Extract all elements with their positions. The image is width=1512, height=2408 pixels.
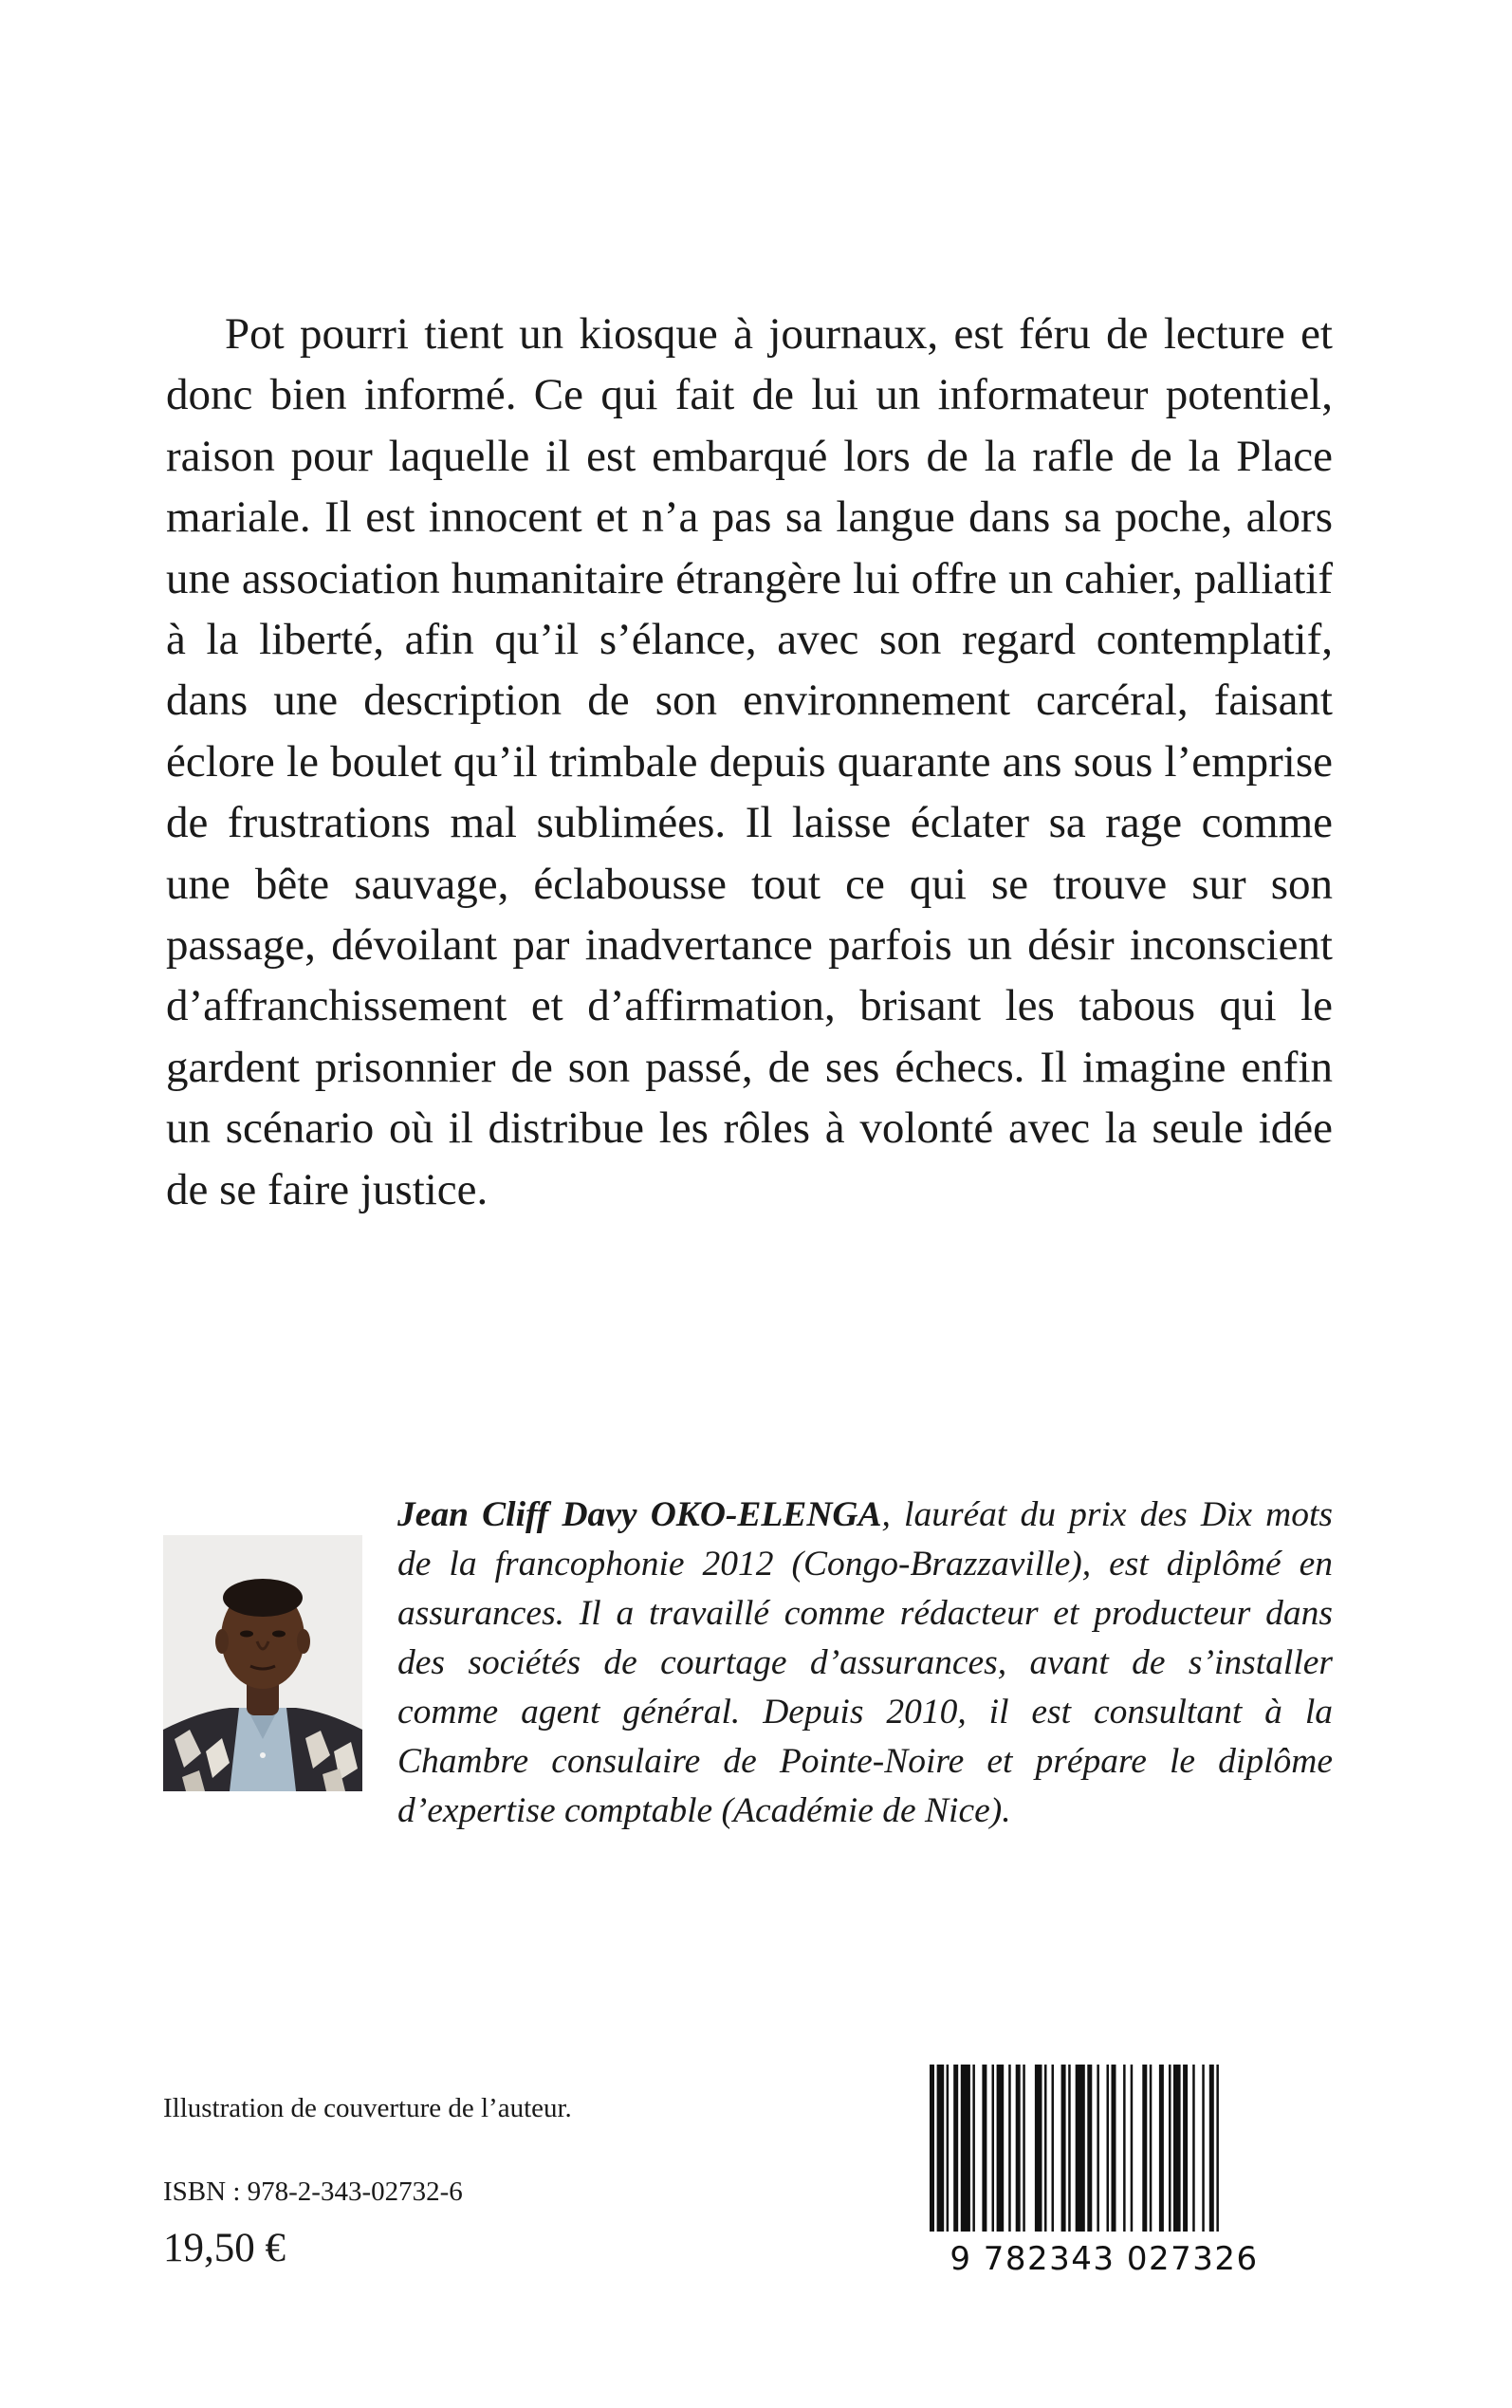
barcode-bar bbox=[1202, 2065, 1205, 2232]
barcode-bar bbox=[937, 2065, 945, 2232]
barcode-bar bbox=[1023, 2065, 1025, 2232]
barcode-bar bbox=[1131, 2065, 1134, 2232]
barcode-bar bbox=[1183, 2065, 1188, 2232]
back-cover-summary: Pot pourri tient un kiosque à journaux, est féru de lecture et donc bien informé. Ce qui fait de lui un informateur potentiel, raison pour laquelle il est embarqué lors de la rafle de la Place mariale. Il est innocent et n’a pas sa langue dans sa poche, alors une association humanitaire étrangère lui offre un cahier, palliatif à la liberté, afin qu’il s’élance, avec son regard contemplatif, dans une description de son environnement carcéral, faisant éclore le boulet qu’il trimbale depuis quarante ans sous l’emprise de frustrations mal sublimées. Il laisse éclater sa rage comme une bête sauvage, éclabousse tout ce qui se trouve sur son passage, dévoilant par inadvertance parfois un désir inconscient d’affranchissement et d’affirmation, brisant les tabous qui le gardent prisonnier de son passé, de ses échecs. Il imagine enfin un scénario où il distribue les rôles à volonté avec la seule idée de se faire justice. bbox=[166, 309, 1333, 1214]
author-portrait-icon bbox=[163, 1535, 362, 1791]
barcode-bar bbox=[1107, 2065, 1110, 2232]
barcode-bar bbox=[1192, 2065, 1195, 2232]
barcode-bar bbox=[947, 2065, 950, 2232]
barcode-bar bbox=[1044, 2065, 1047, 2232]
barcode-bar bbox=[997, 2065, 1005, 2232]
barcode-bar bbox=[1142, 2065, 1147, 2232]
barcode-bar bbox=[1008, 2065, 1011, 2232]
barcode-bar bbox=[1209, 2065, 1214, 2232]
barcode-bar bbox=[1052, 2065, 1055, 2232]
isbn-barcode bbox=[907, 2059, 1301, 2277]
barcode-bar bbox=[1112, 2065, 1116, 2232]
barcode-bar bbox=[1076, 2065, 1085, 2232]
barcode-bar bbox=[992, 2065, 995, 2232]
barcode-bar bbox=[1159, 2065, 1164, 2232]
barcode-bar bbox=[1035, 2065, 1042, 2232]
barcode-bar bbox=[1061, 2065, 1066, 2232]
author-biography bbox=[397, 1491, 1333, 1836]
author-photo bbox=[163, 1535, 362, 1791]
barcode-bar bbox=[1150, 2065, 1152, 2232]
barcode-bar bbox=[1173, 2065, 1181, 2232]
isbn: ISBN : 978-2-343-02732-6 bbox=[163, 2176, 463, 2207]
barcode-bar bbox=[1087, 2065, 1092, 2232]
barcode-bar bbox=[961, 2065, 970, 2232]
barcode-bar bbox=[1097, 2065, 1099, 2232]
barcode-digits: 9 782343 027326 bbox=[950, 2240, 1259, 2277]
barcode-bar bbox=[1169, 2065, 1171, 2232]
barcode-bar bbox=[972, 2065, 975, 2232]
price: 19,50 € bbox=[163, 2226, 286, 2270]
barcode-bar bbox=[1123, 2065, 1126, 2232]
barcode-bar bbox=[953, 2065, 958, 2232]
barcode-icon bbox=[907, 2059, 1301, 2277]
author-name: Jean Cliff Davy OKO-ELENGA bbox=[397, 1495, 882, 1534]
author-bio-text: , lauréat du prix des Dix mots de la francophonie 2012 (Congo-Brazzaville), est diplômé en assurances. Il a travaillé comme rédacteur et producteur dans des sociétés de courtage d’assurances, avant de s’installer comme agent général. Depuis 2010, il est consultant à la Chambre consulaire de Pointe-Noire et prépare le diplôme d’expertise comptable (Académie de Nice). bbox=[397, 1495, 1333, 1830]
barcode-bar bbox=[1068, 2065, 1071, 2232]
barcode-bar bbox=[982, 2065, 986, 2232]
barcode-bar bbox=[1216, 2065, 1219, 2232]
barcode-bar bbox=[1016, 2065, 1021, 2232]
cover-illustration-credit: Illustration de couverture de l’auteur. bbox=[163, 2093, 572, 2123]
barcode-bar bbox=[930, 2065, 934, 2232]
